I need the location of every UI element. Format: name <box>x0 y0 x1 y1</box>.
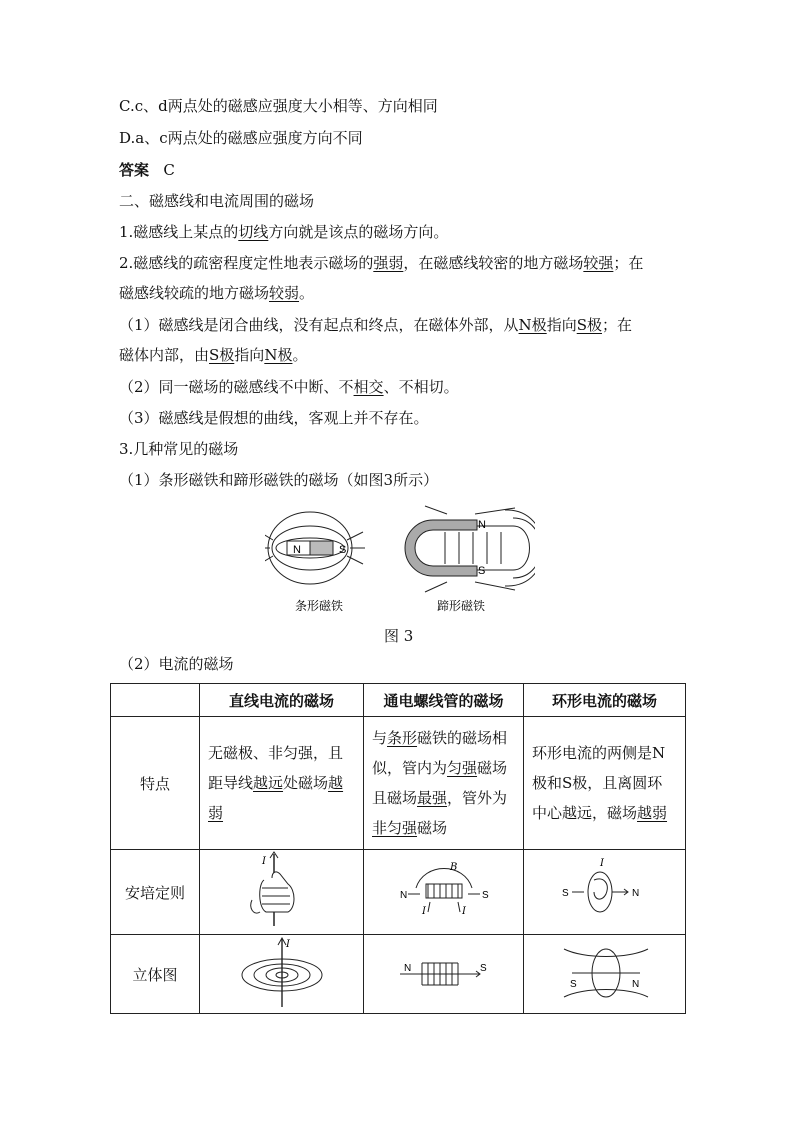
paragraph-3-2: （2）电流的磁场 <box>119 655 234 673</box>
paragraph-2-line-2 <box>119 283 314 303</box>
underlined-term: S极 <box>209 346 235 364</box>
current-label: I <box>600 858 604 869</box>
magnet-field-figure <box>265 500 535 618</box>
option-c: C.c、d两点处的磁感应强度大小相等、方向相同 <box>119 97 438 115</box>
solenoid-3d-s-label: S <box>480 963 487 974</box>
bar-s-label: S <box>339 544 347 556</box>
loop-s-label: S <box>562 888 569 899</box>
row-label-feature: 特点 <box>111 717 200 850</box>
answer-value: C <box>163 161 175 179</box>
text: ，管外为 <box>447 789 508 807</box>
paragraph-1 <box>119 222 448 242</box>
cell-straight-rule <box>200 850 364 935</box>
text: 磁铁的磁场相似，管内为 <box>372 729 508 777</box>
cell-solenoid-rule <box>364 850 524 935</box>
figure-label: 图 3 <box>384 627 414 645</box>
horseshoe-magnet-caption: 蹄形磁铁 <box>437 599 486 613</box>
table-header-row <box>111 684 686 717</box>
text: 2.磁感线的疏密程度定性地表示磁场的 <box>119 254 374 272</box>
sub-1-line-2 <box>119 345 307 365</box>
underlined-term: 越远 <box>253 774 284 792</box>
table-header-empty <box>111 684 200 717</box>
underlined-term: 相交 <box>353 378 384 396</box>
loop-3d-n-label: N <box>632 979 640 990</box>
cell-loop-rule <box>524 850 686 935</box>
table-row-rule <box>111 850 686 935</box>
cell-solenoid-3d <box>364 935 524 1014</box>
underlined-term: 最强 <box>417 789 448 807</box>
solenoid-s-label: S <box>482 890 489 901</box>
text: 磁场 <box>417 819 448 837</box>
cell-loop-feature <box>524 717 686 850</box>
sub-2 <box>119 377 459 397</box>
b-label: B <box>450 862 458 873</box>
text: 磁感线较疏的地方磁场 <box>119 284 270 302</box>
sub-3: （3）磁感线是假想的曲线，客观上并不存在。 <box>119 409 429 427</box>
text: 磁体内部，由 <box>119 346 210 364</box>
bar-magnet-caption: 条形磁铁 <box>295 599 344 613</box>
paragraph-2-line-1 <box>119 253 643 273</box>
loop-3d-diagram <box>524 935 684 1009</box>
option-d: D.a、c两点处的磁感应强度方向不同 <box>119 129 363 147</box>
underlined-term: 条形 <box>387 729 418 747</box>
underlined-term: N极 <box>518 316 547 334</box>
answer <box>119 160 175 180</box>
section-title: 二、磁感线和电流周围的磁场 <box>119 192 315 210</box>
table-header-solenoid: 通电螺线管的磁场 <box>364 684 524 717</box>
loop-3d-s-label: S <box>570 979 577 990</box>
underlined-term: S极 <box>576 316 602 334</box>
text: 。 <box>292 346 308 364</box>
table-row-3d <box>111 935 686 1014</box>
underlined-term: N极 <box>264 346 293 364</box>
text: （1）磁感线是闭合曲线，没有起点和终点，在磁体外部，从 <box>119 316 519 334</box>
solenoid-3d-n-label: N <box>404 963 412 974</box>
underlined-term: 切线 <box>238 223 269 241</box>
loop-n-label: N <box>632 888 640 899</box>
text: 。 <box>299 284 315 302</box>
text: 无磁极、非匀强，且距导线 <box>208 744 344 792</box>
text: 1.磁感线上某点的 <box>119 223 239 241</box>
text: 环形电流的两侧是N极和S极，且离圆环中心越远，磁场 <box>532 744 666 822</box>
text: 、不相切。 <box>383 378 459 396</box>
cell-loop-3d <box>524 935 686 1014</box>
row-label-rule: 安培定则 <box>111 850 200 935</box>
underlined-term: 匀强 <box>447 759 478 777</box>
table-header-straight: 直线电流的磁场 <box>200 684 364 717</box>
answer-label: 答案 <box>119 161 150 179</box>
paragraph-3-1: （1）条形磁铁和蹄形磁铁的磁场（如图3所示） <box>119 471 439 489</box>
cell-solenoid-feature <box>364 717 524 850</box>
horseshoe-s-label: S <box>478 565 486 577</box>
text: 方向就是该点的磁场方向。 <box>268 223 449 241</box>
underlined-term: 较弱 <box>269 284 300 302</box>
table-row-feature <box>111 717 686 850</box>
current-label: I <box>262 856 266 867</box>
current-label: I <box>286 939 290 950</box>
sub-1-line-1 <box>119 315 632 335</box>
underlined-term: 越弱 <box>637 804 668 822</box>
solenoid-n-label: N <box>400 890 408 901</box>
text: （2）同一磁场的磁感线不中断、不 <box>119 378 354 396</box>
text: ；在 <box>601 316 632 334</box>
straight-current-3d-diagram <box>200 935 362 1009</box>
solenoid-hand-diagram <box>364 850 522 930</box>
straight-current-hand-diagram <box>200 850 362 930</box>
underlined-term: 较强 <box>583 254 614 272</box>
underlined-term: 非匀强 <box>372 819 418 837</box>
solenoid-3d-diagram <box>364 935 522 1009</box>
loop-hand-diagram <box>524 850 684 930</box>
row-label-3d: 立体图 <box>111 935 200 1014</box>
text: ，在磁感线较密的地方磁场 <box>403 254 584 272</box>
underlined-term: 越弱 <box>208 774 344 822</box>
current-label: I <box>422 906 426 917</box>
text: 与 <box>372 729 388 747</box>
text: 指向 <box>546 316 577 334</box>
text: 处磁场 <box>283 774 329 792</box>
current-label: I <box>462 906 466 917</box>
paragraph-3: 3.几种常见的磁场 <box>119 440 239 458</box>
table-header-loop: 环形电流的磁场 <box>524 684 686 717</box>
underlined-term: 强弱 <box>373 254 404 272</box>
cell-straight-3d <box>200 935 364 1014</box>
text: ；在 <box>613 254 644 272</box>
text: 指向 <box>234 346 265 364</box>
horseshoe-n-label: N <box>478 519 486 531</box>
bar-n-label: N <box>293 544 301 556</box>
current-field-table <box>110 683 686 1014</box>
text: 磁场且磁场 <box>372 759 508 807</box>
cell-straight-feature <box>200 717 364 850</box>
